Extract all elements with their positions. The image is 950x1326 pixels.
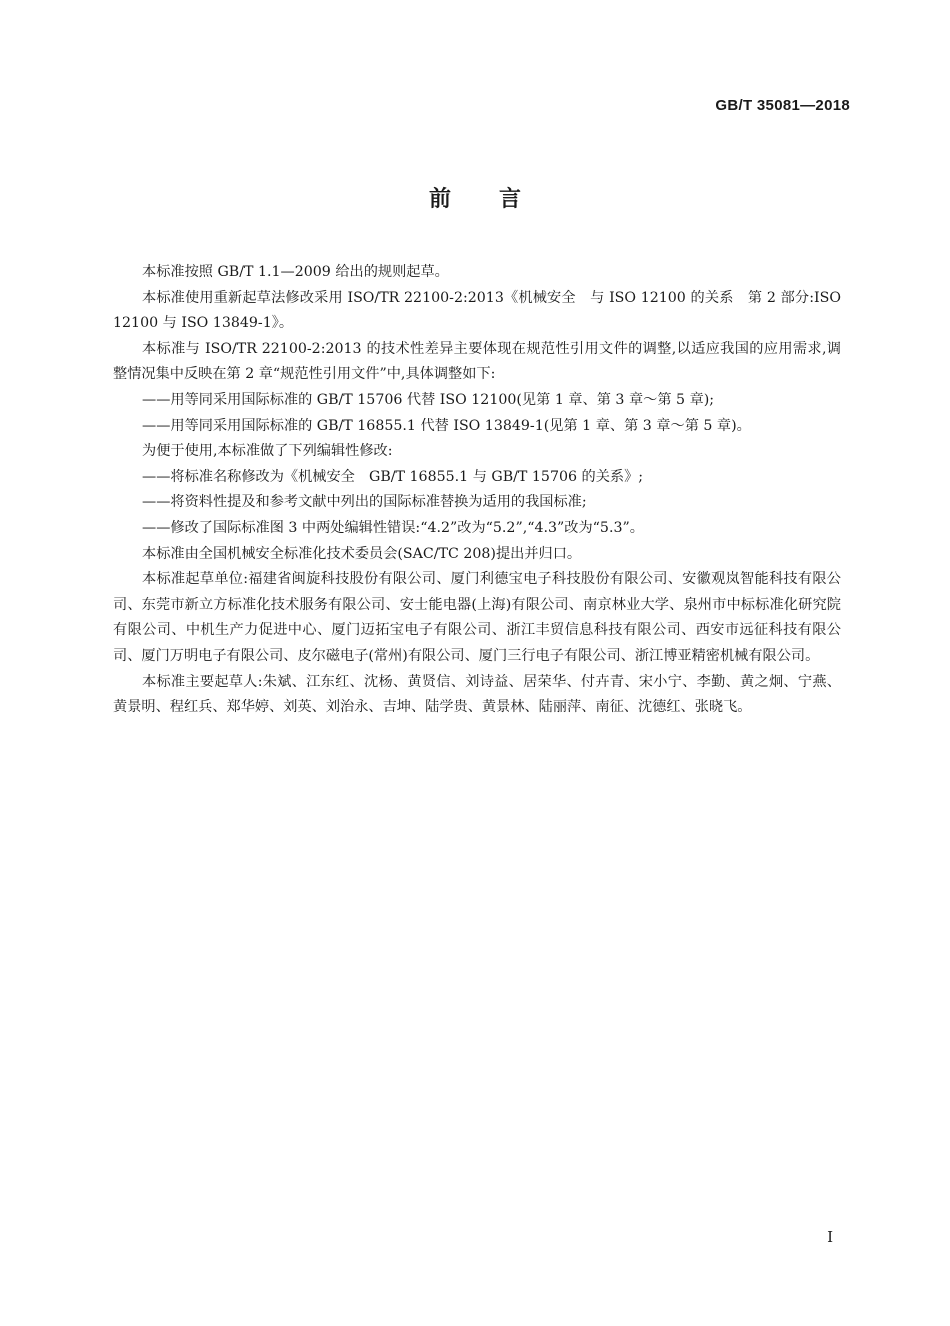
page-title: 前言 [428, 187, 569, 212]
paragraph-editorial-changes: 为便于使用,本标准做了下列编辑性修改: [142, 443, 393, 460]
list-item: ——将资料性提及和参考文献中列出的国际标准替换为适用的我国标准; [142, 494, 587, 511]
list-item: ——用等同采用国际标准的 GB/T 16855.1 代替 ISO 13849-1(见第 1 章、第 3 章～第 5 章)。 [142, 417, 751, 434]
list-item: ——将标准名称修改为《机械安全 GB/T 16855.1 与 GB/T 15706 的关系》; [142, 468, 644, 485]
paragraph-adoption: 本标准使用重新起草法修改采用 ISO/TR 22100-2:2013《机械安全 与 ISO 12100 的关系 第 2 部分:ISO 12100 与 ISO 13849-1》。 [113, 289, 841, 332]
body-text [113, 260, 841, 721]
list-item: ——用等同采用国际标准的 GB/T 15706 代替 ISO 12100(见第 1 章、第 3 章～第 5 章); [142, 391, 715, 408]
list-item: ——修改了国际标准图 3 中两处编辑性错误:“4.2”改为“5.2”,“4.3”改为“5.3”。 [142, 519, 644, 536]
paragraph-proposer: 本标准由全国机械安全标准化技术委员会(SAC/TC 208)提出并归口。 [142, 545, 582, 562]
page-number: I [827, 1228, 833, 1246]
paragraph-drafters: 本标准主要起草人:朱斌、江东红、沈杨、黄贤信、刘诗益、居荣华、付卉青、宋小宁、李勤、黄之炯、宁燕、黄景明、程红兵、郑华婷、刘英、刘治永、吉坤、陆学贵、黄景林、陆丽萍、南征、沈德红、张晓飞。 [113, 673, 841, 716]
paragraph-drafting-rules: 本标准按照 GB/T 1.1—2009 给出的规则起草。 [142, 264, 449, 280]
standard-number: GB/T 35081—2018 [715, 97, 850, 114]
paragraph-drafting-units: 本标准起草单位:福建省闽旋科技股份有限公司、厦门利德宝电子科技股份有限公司、安徽观岚智能科技有限公司、东莞市新立方标准化技术服务有限公司、安士能电器(上海)有限公司、南京林业大学、泉州市中标标准化研究院有限公司、中机生产力促进中心、厦门迈拓宝电子有限公司、浙江丰贸信息科技有限公司、西安市远征科技有限公司、厦门万明电子有限公司、皮尔磁电子(常州)有限公司、厦门三行电子有限公司、浙江博亚精密机械有限公司。 [113, 571, 841, 664]
paragraph-technical-differences: 本标准与 ISO/TR 22100-2:2013 的技术性差异主要体现在规范性引用文件的调整,以适应我国的应用需求,调整情况集中反映在第 2 章“规范性引用文件”中,具体调整如下: [113, 340, 841, 383]
